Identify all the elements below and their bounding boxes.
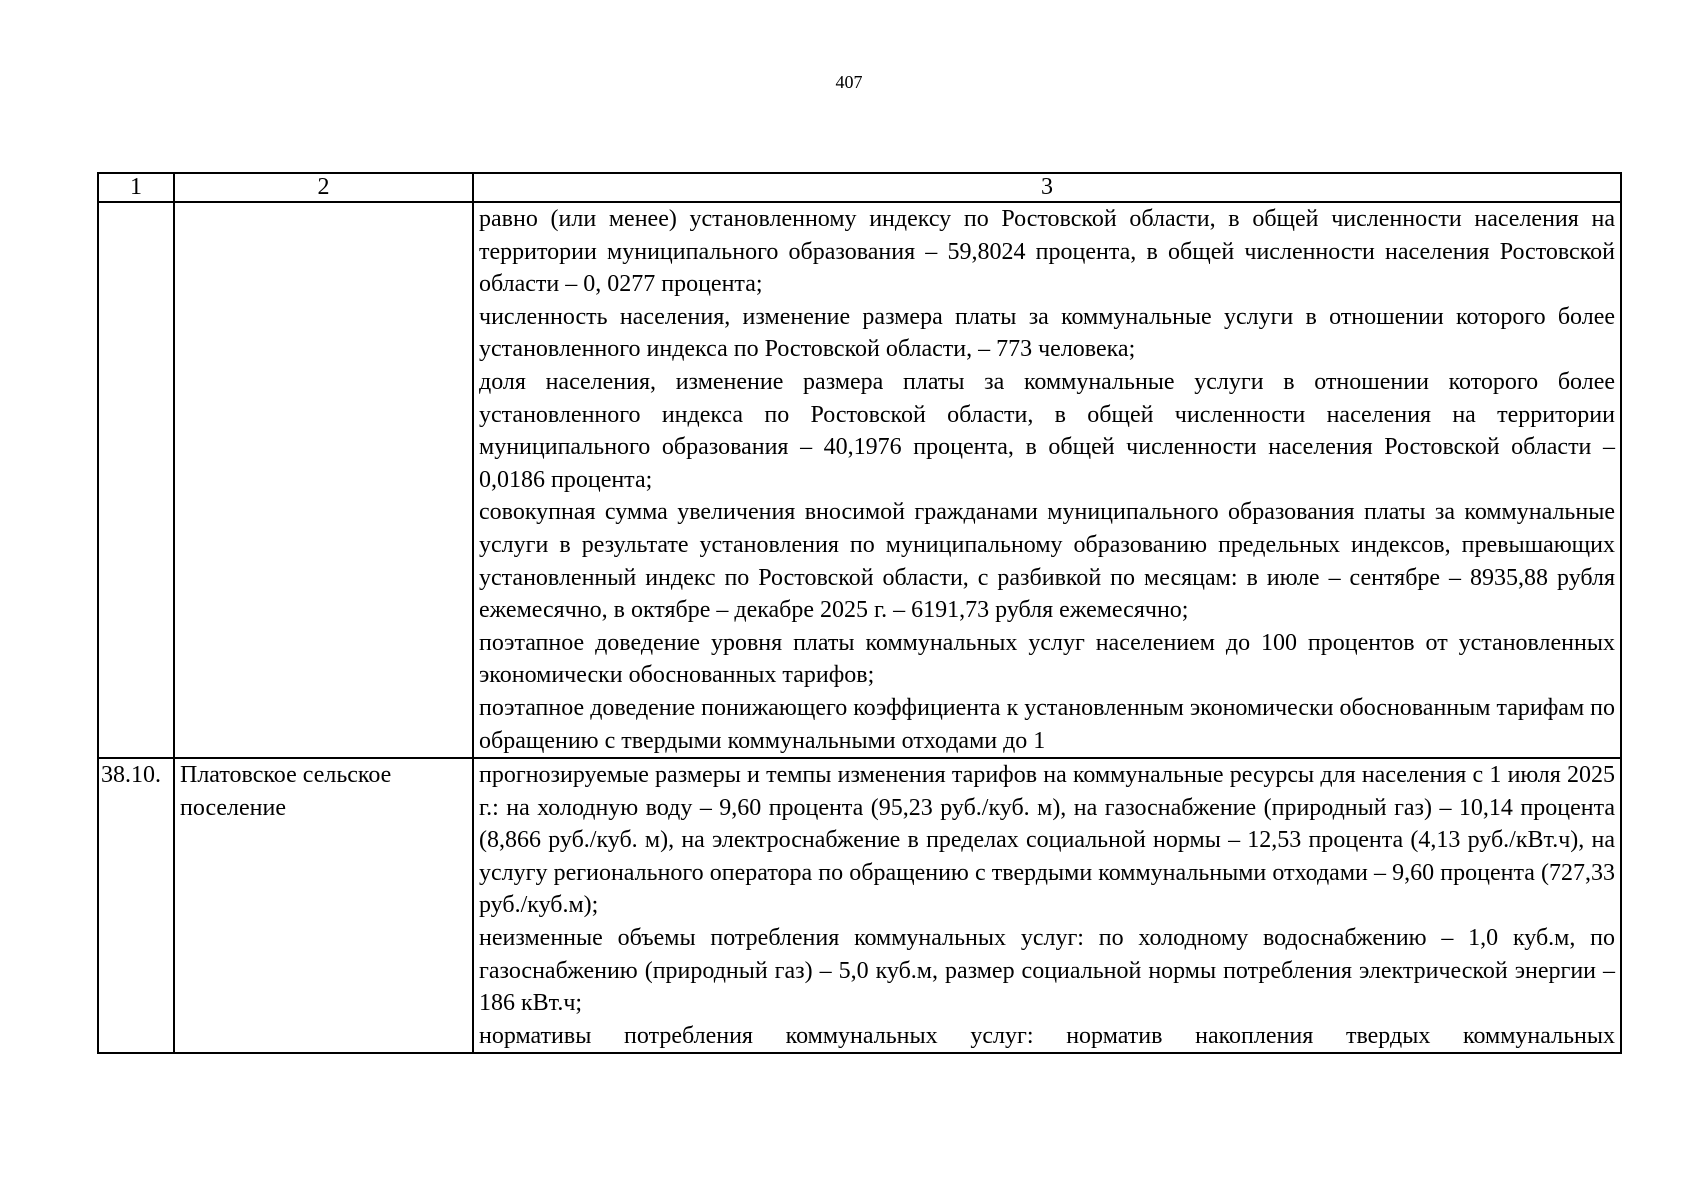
indicator-paragraph: численность населения, изменение размера платы за коммунальные услуги в отношении которого более установленного индекса по Ростовской области, – 773 человека;: [479, 303, 1615, 363]
row-number-cell: [98, 202, 174, 758]
indicator-paragraph: нормативы потребления коммунальных услуг: норматив накопления твердых коммунальных: [479, 1022, 1615, 1049]
indicator-paragraph: поэтапное доведение понижающего коэффициента к установленным экономически обоснованным тарифам по обращению с твердыми коммунальными отходами до 1: [479, 694, 1615, 754]
indicator-paragraph: доля населения, изменение размера платы за коммунальные услуги в отношении которого более установленного индекса по Ростовской области, в общей численности населения на территории муниципального образования – 40,1976 процента, в общей численности населения Ростовской области – 0,0186 процента;: [479, 368, 1615, 493]
table-header-row: [98, 173, 1621, 202]
table-row: [98, 202, 1621, 758]
page-number: 407: [835, 72, 863, 92]
indicator-paragraph: совокупная сумма увеличения вносимой гражданами муниципального образования платы за коммунальные услуги в результате установления по муниципальному образованию предельных индексов, превышающих установленный индекс по Ростовской области, с разбивкой по месяцам: в июле – сентябре – 8935,88 рубля ежемесячно, в октябре – декабре 2025 г. – 6191,73 рубля ежемесячно;: [479, 499, 1615, 624]
column-header-1: 1: [98, 173, 174, 202]
indicator-paragraph: прогнозируемые размеры и темпы изменения тарифов на коммунальные ресурсы для населения с 1 июля 2025 г.: на холодную воду – 9,60 процента (95,23 руб./куб. м), на газоснабжение (природный газ) – 10,14 процента (8,866 руб./куб. м), на электроснабжение в пределах социальной нормы – 12,53 процента (4,13 руб./кВт.ч), на услугу регионального оператора по обращению с твердыми коммунальными отходами – 9,60 процента (727,33 руб./куб.м);: [479, 762, 1615, 919]
indicators-cell: [473, 202, 1621, 758]
indicator-paragraph: поэтапное доведение уровня платы коммунальных услуг населением до 100 процентов от установленных экономически обоснованных тарифов;: [479, 629, 1615, 689]
table-row: [98, 758, 1621, 1053]
indicator-paragraph: неизменные объемы потребления коммунальных услуг: по холодному водоснабжению – 1,0 куб.м, по газоснабжению (природный газ) – 5,0 куб.м, размер социальной нормы потребления электрической энергии – 186 кВт.ч;: [479, 925, 1615, 1017]
settlement-name-cell: [174, 202, 473, 758]
column-header-2: 2: [174, 173, 473, 202]
tariff-table: [97, 172, 1622, 1054]
settlement-name-cell: Платовское сельское поселение: [174, 758, 473, 1053]
indicators-cell: [473, 758, 1621, 1053]
indicator-paragraph: равно (или менее) установленному индексу по Ростовской области, в общей численности населения на территории муниципального образования – 59,8024 процента, в общей численности населения Ростовской области – 0, 0277 процента;: [479, 206, 1615, 298]
column-header-3: 3: [473, 173, 1621, 202]
row-number-cell: 38.10.: [98, 758, 174, 1053]
